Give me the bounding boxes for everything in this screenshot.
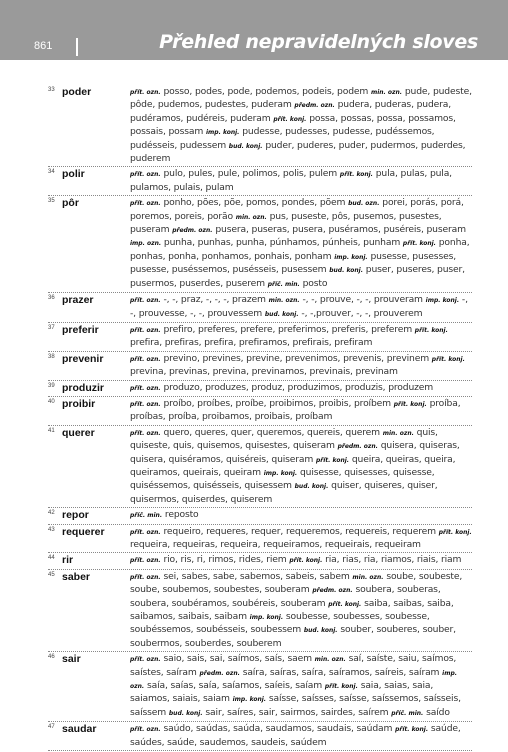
tense-label: imp. konj. — [249, 614, 284, 622]
verb-forms: pus, puseste, pôs, pusemos, pusestes, puseram — [130, 210, 442, 236]
verb-entry — [48, 197, 472, 293]
verb-forms: rio, ris, ri, rimos, rides, riem — [163, 554, 287, 566]
tense-label: bud. konj. — [294, 483, 329, 491]
verb-forms: saúdo, saúdas, saúda, saudamos, saudais, saúdam — [163, 723, 393, 735]
verb-entry — [48, 571, 472, 652]
conjugation-text — [130, 353, 472, 379]
entry-number: 45 — [48, 571, 55, 578]
entry-number: 35 — [48, 198, 55, 205]
tense-label: předm. ozn. — [337, 443, 378, 451]
verb-forms: posso, podes, pode, podemos, podeis, podem — [163, 86, 369, 97]
verb-forms: proíba, proíbas, proíba, proibamos, proibais, proíbam — [130, 397, 461, 423]
tense-label: přít. ozn. — [130, 400, 161, 408]
verb-forms: previna, previnas, previna, previnamos, previnais, previnam — [130, 366, 398, 378]
verb-entry — [48, 509, 472, 524]
tense-label: příč. min. — [267, 280, 300, 288]
verb-forms: proíbo, proíbes, proíbe, proibimos, proibis, proíbem — [163, 397, 391, 409]
verb-entry — [48, 653, 472, 722]
verb-forms: quisesse, quisesses, quisesse, quiséssemos, quisésseis, quisessem — [130, 466, 435, 492]
verb-infinitive: prevenir — [62, 352, 104, 365]
tense-label: přít. ozn. — [130, 89, 161, 96]
tense-label: imp. ozn. — [130, 240, 162, 248]
verb-forms: saiba, saibas, saiba, saibamos, saibais, saibam — [130, 597, 454, 623]
verb-forms: requeiro, requeres, requer, requeremos, requereis, requerem — [163, 525, 436, 537]
tense-label: imp. konj. — [205, 129, 240, 137]
tense-label: imp. ozn. — [130, 669, 458, 691]
entry-number: 38 — [48, 353, 55, 360]
verb-infinitive: saber — [62, 570, 91, 583]
verb-forms: produzo, produzes, produz, produzimos, produzis, produzem — [163, 381, 434, 393]
verb-forms: quis, quiseste, quis, quisemos, quisestes, quiseram — [130, 426, 438, 452]
tense-label: přít. konj. — [339, 171, 373, 179]
verb-forms: pudesse, pudesses, pudesse, pudéssemos, pudésseis, pudessem — [130, 126, 435, 151]
tense-label: imp. konj. — [334, 253, 368, 261]
tense-label: min. ozn. — [352, 573, 384, 581]
verb-infinitive: requerer — [62, 525, 105, 538]
verb-entry — [48, 723, 472, 751]
conjugation-text — [130, 294, 472, 321]
conjugation-text — [130, 509, 472, 522]
tense-label: přít. ozn. — [130, 355, 161, 363]
entry-number: 44 — [48, 555, 55, 562]
tense-label: předm. ozn. — [312, 587, 353, 595]
tense-label: přít. ozn. — [130, 656, 161, 664]
conjugation-text — [130, 398, 472, 424]
tense-label: předm. ozn. — [199, 669, 240, 677]
tense-label: bud. konj. — [168, 709, 203, 717]
entry-number: 34 — [48, 169, 55, 176]
verb-forms: soubesse, soubesses, soubesse, soubéssemos, soubésseis, soubessem — [130, 611, 430, 636]
conjugation-text — [130, 382, 472, 395]
verb-forms: puder, puderes, puder, pudermos, puderdes, puderem — [130, 139, 466, 165]
tense-label: přít. ozn. — [130, 528, 161, 536]
verb-infinitive: sair — [62, 653, 81, 666]
verb-infinitive: rir — [62, 554, 74, 567]
verb-forms: quiser, quiseres, quiser, quisermos, quiserdes, quiserem — [130, 480, 438, 505]
tense-label: přít. konj. — [324, 683, 358, 691]
entry-number: 39 — [48, 382, 55, 389]
tense-label: předm. ozn. — [294, 102, 335, 110]
entry-number: 43 — [48, 526, 55, 533]
verb-forms: puser, puseres, puser, pusermos, puserdes, puserem — [130, 264, 465, 289]
tense-label: přít. ozn. — [130, 573, 161, 581]
verb-forms: -, -, prouve, -, -, prouveram — [302, 294, 423, 306]
verb-infinitive: poder — [62, 86, 92, 98]
tense-label: přít. ozn. — [130, 726, 161, 734]
tense-label: bud. konj. — [329, 267, 363, 275]
verb-forms: -, -, prouvesse, -, -, prouvessem — [130, 294, 468, 319]
verb-forms: requeira, requeiras, requeira, requeiramos, requeirais, requeiram — [130, 539, 421, 550]
tense-label: přít. konj. — [438, 528, 472, 536]
tense-label: přít. konj. — [328, 600, 362, 608]
entry-number: 33 — [48, 87, 55, 93]
verb-entry — [48, 168, 472, 196]
tense-label: příč. min. — [391, 709, 424, 717]
verb-forms: quisera, quiseras, quisera, quiséramos, quiséreis, quiseram — [130, 440, 460, 465]
tense-label: přít. konj. — [289, 557, 323, 565]
verb-forms: soube, soubeste, soube, soubemos, soubestes, souberam — [130, 570, 463, 596]
verb-forms: pude, pudeste, pôde, pudemos, pudestes, puderam — [130, 86, 472, 111]
tense-label: imp. konj. — [263, 469, 298, 477]
tense-label: přít. ozn. — [130, 326, 161, 334]
tense-label: bud. ozn. — [348, 200, 380, 208]
conjugation-text — [130, 86, 472, 165]
verb-infinitive: querer — [62, 426, 95, 439]
conjugation-text — [130, 723, 472, 749]
conjugation-text — [130, 571, 472, 650]
verb-forms: possa, possas, possa, possamos, possais, possam — [130, 112, 456, 138]
conjugation-text — [130, 526, 472, 552]
verb-forms: pusesse, pusesses, pusesse, puséssemos, pusésseis, pusessem — [130, 250, 456, 276]
conjugation-text — [130, 197, 472, 291]
entry-number: 41 — [48, 427, 55, 434]
tense-label: přít. ozn. — [130, 200, 161, 208]
verb-infinitive: saudar — [62, 723, 97, 736]
page-number: 861 — [34, 40, 53, 52]
tense-label: přít. konj. — [273, 115, 307, 123]
tense-label: min. ozn. — [235, 213, 267, 221]
entry-number: 46 — [48, 654, 55, 661]
tense-label: předm. ozn. — [172, 227, 213, 235]
chapter-title: Přehled nepravidelných sloves — [159, 31, 478, 53]
verb-entry — [48, 324, 472, 352]
verb-forms: saí, saíste, saiu, saímos, saístes, saíram — [130, 653, 457, 678]
verb-forms: -, -,prouver, -, -, prouverem — [301, 307, 423, 319]
verb-forms: posto — [302, 277, 328, 289]
verb-forms: queira, queiras, queira, queiramos, queirais, queiram — [130, 453, 456, 478]
verb-infinitive: preferir — [62, 323, 99, 336]
tense-label: přít. konj. — [393, 400, 427, 408]
verb-forms: ponho, pões, põe, pomos, pondes, põem — [163, 197, 346, 209]
tense-label: imp. konj. — [425, 297, 460, 305]
verb-forms: saíra, saíras, saíra, saíramos, saíreis, saíram — [242, 666, 440, 678]
tense-label: bud. konj. — [228, 142, 263, 150]
verb-forms: reposto — [164, 509, 199, 521]
verb-entry — [48, 398, 472, 426]
verb-forms: sair, saíres, sair, sairmos, sairdes, saírem — [205, 706, 389, 718]
verb-forms: ponha, ponhas, ponha, ponhamos, ponhais, ponham — [130, 237, 470, 262]
conjugation-text — [130, 324, 472, 350]
verb-infinitive: produzir — [62, 381, 104, 394]
entry-number: 47 — [48, 724, 55, 731]
tense-label: příč. min. — [130, 512, 163, 520]
tense-label: přít. ozn. — [130, 557, 161, 565]
verb-entry — [48, 294, 472, 323]
verb-entry — [48, 526, 472, 554]
tense-label: bud. konj. — [264, 310, 299, 318]
page-header — [0, 0, 508, 60]
verb-forms: saísse, saísses, saísse, saíssemos, saísseis, saíssem — [130, 693, 461, 718]
verb-forms: sei, sabes, sabe, sabemos, sabeis, sabem — [163, 570, 350, 582]
verb-infinitive: polir — [62, 168, 85, 181]
verb-forms: prefiro, preferes, prefere, preferimos, preferis, preferem — [163, 323, 413, 335]
verb-forms: previno, prevines, previne, prevenimos, prevenis, previnem — [163, 352, 430, 364]
tense-label: bud. konj. — [303, 627, 338, 635]
conjugation-text — [130, 554, 472, 567]
verb-forms: saia, saias, saia, saiamos, saiais, saiam — [130, 680, 434, 705]
verb-forms: saio, sais, sai, saímos, saís, saem — [163, 653, 312, 665]
verb-entry — [48, 427, 472, 508]
header-divider — [76, 38, 78, 56]
tense-label: přít. ozn. — [130, 429, 161, 437]
verb-infinitive: prazer — [62, 294, 94, 307]
tense-label: přít. konj. — [414, 326, 448, 334]
tense-label: min. ozn. — [382, 429, 414, 437]
verb-entry — [48, 554, 472, 569]
verb-forms: pula, pulas, pula, pulamos, pulais, pulam — [130, 168, 452, 193]
tense-label: přít. konj. — [402, 240, 436, 248]
verb-forms: saía, saías, saía, saíamos, saíeis, saíam — [146, 680, 323, 692]
verb-forms: saído — [426, 706, 450, 718]
tense-label: přít. ozn. — [130, 297, 161, 305]
verb-forms: prefira, prefiras, prefira, prefiramos, prefirais, prefiram — [130, 337, 373, 349]
entry-number: 37 — [48, 324, 55, 331]
entry-number: 40 — [48, 398, 55, 405]
verb-forms: pulo, pules, pule, polimos, polis, pulem — [163, 168, 338, 180]
verb-infinitive: pôr — [62, 197, 79, 210]
tense-label: přít. konj. — [431, 355, 465, 363]
verb-entry — [48, 86, 472, 167]
conjugation-text — [130, 168, 472, 194]
tense-label: přít. ozn. — [130, 171, 161, 179]
verb-entry — [48, 382, 472, 397]
verb-forms: pudera, puderas, pudera, pudéramos, pudéreis, puderam — [130, 99, 452, 124]
verb-forms: saúde, saúdes, saúde, saudemos, saudeis, saúdem — [130, 723, 461, 748]
verb-forms: quero, queres, quer, queremos, quereis, querem — [163, 426, 380, 438]
verb-forms: pusera, puseras, pusera, puséramos, puséreis, puseram — [215, 224, 466, 236]
conjugation-text — [130, 653, 472, 720]
verb-entry — [48, 353, 472, 381]
entry-number: 36 — [48, 295, 55, 302]
verb-forms: punha, punhas, punha, púnhamos, púnheis, punham — [163, 237, 401, 249]
tense-label: přít. konj. — [395, 726, 429, 734]
verb-forms: ria, rias, ria, riamos, riais, riam — [325, 554, 462, 566]
verb-forms: soubera, souberas, soubera, soubéramos, soubéreis, souberam — [130, 584, 441, 609]
tense-label: přít. ozn. — [130, 384, 161, 392]
verb-forms: -, -, praz, -, -, -, prazem — [163, 294, 266, 306]
tense-label: min. ozn. — [314, 656, 346, 664]
verb-infinitive: repor — [62, 509, 89, 522]
conjugation-text — [130, 427, 472, 506]
tense-label: imp. konj. — [232, 696, 267, 704]
verb-forms: souber, souberes, souber, soubermos, souberdes, souberem — [130, 624, 456, 649]
verb-infinitive: proibir — [62, 397, 96, 410]
tense-label: přít. konj. — [316, 456, 350, 464]
tense-label: min. ozn. — [370, 89, 403, 96]
verb-forms: porei, porás, porá, poremos, poreis, porão — [130, 197, 464, 222]
tense-label: min. ozn. — [268, 297, 300, 305]
verb-table — [48, 86, 472, 752]
entry-number: 42 — [48, 510, 55, 517]
